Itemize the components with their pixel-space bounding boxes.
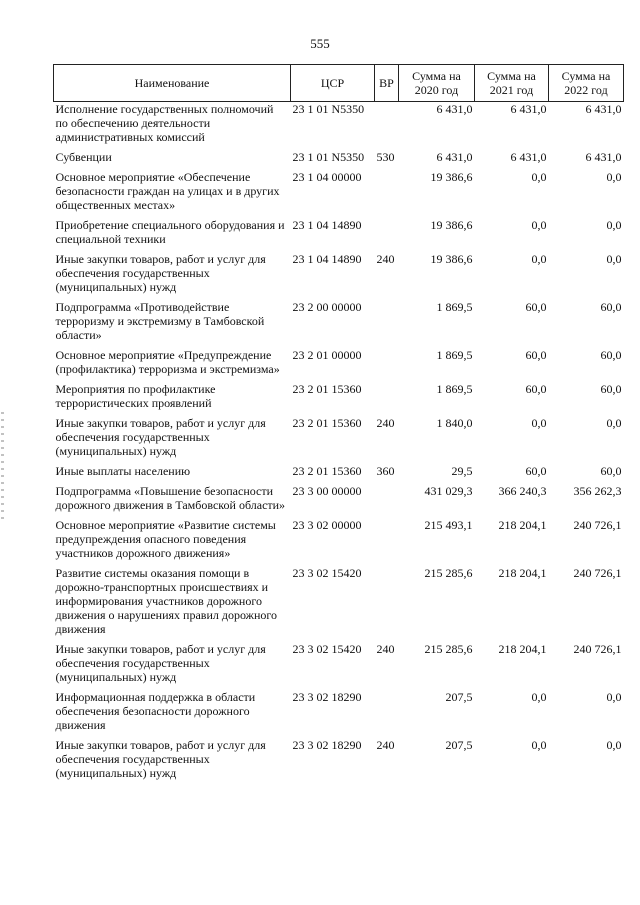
- cell-name: Иные закупки товаров, работ и услуг для обеспечения государственных (муниципальных) нужд: [55, 416, 266, 458]
- cell-sum-2020: 215 493,1: [424, 518, 473, 532]
- cell-sum-2021: 60,0: [525, 464, 547, 478]
- header-sum-2022: Сумма на 2022 год: [549, 65, 624, 102]
- cell-vr: 240: [376, 416, 395, 430]
- cell-csr: 23 3 02 18290: [292, 738, 362, 752]
- header-sum-2021: Сумма на 2021 год: [475, 65, 549, 102]
- cell-sum-2021: 0,0: [531, 252, 547, 266]
- cell-name: Развитие системы оказания помощи в дорожно-транспортных происшествиях и информирования участников дорожного движения о нарушениях правил дорожного движения: [55, 566, 278, 636]
- cell-sum-2022: 60,0: [600, 464, 622, 478]
- cell-sum-2022: 6 431,0: [585, 150, 622, 164]
- cell-sum-2021: 218 204,1: [498, 566, 547, 580]
- cell-csr: 23 3 02 15420: [292, 642, 362, 656]
- cell-name: Иные закупки товаров, работ и услуг для обеспечения государственных (муниципальных) нужд: [55, 642, 266, 684]
- table-row: [54, 690, 624, 738]
- cell-sum-2022: 60,0: [600, 300, 622, 314]
- cell-sum-2021: 6 431,0: [510, 102, 547, 116]
- cell-sum-2021: 60,0: [525, 382, 547, 396]
- cell-csr: 23 1 01 N5350: [292, 150, 365, 164]
- cell-csr: 23 3 02 18290: [292, 690, 362, 704]
- cell-vr: [375, 566, 399, 642]
- cell-sum-2020: 215 285,6: [424, 642, 473, 656]
- cell-name: Основное мероприятие «Развитие системы предупреждения опасного поведения участников дорожного движения»: [55, 518, 276, 560]
- cell-sum-2021: 366 240,3: [498, 484, 547, 498]
- cell-sum-2020: 19 386,6: [430, 218, 473, 232]
- cell-name: Информационная поддержка в области обеспечения безопасности дорожного движения: [55, 690, 256, 732]
- table-row: [54, 566, 624, 642]
- cell-sum-2021: 218 204,1: [498, 518, 547, 532]
- cell-sum-2020: 431 029,3: [424, 484, 473, 498]
- cell-sum-2022: 6 431,0: [585, 102, 622, 116]
- cell-sum-2021: 60,0: [525, 348, 547, 362]
- cell-vr: [375, 102, 399, 151]
- table-header-row: [54, 65, 624, 102]
- cell-csr: 23 3 00 00000: [292, 484, 362, 498]
- cell-sum-2022: 60,0: [600, 348, 622, 362]
- cell-csr: 23 2 01 15360: [292, 464, 362, 478]
- margin-scan-mark: [1, 412, 4, 522]
- cell-vr: [375, 484, 399, 518]
- header-vr: ВР: [375, 65, 399, 102]
- cell-csr: 23 1 04 14890: [292, 218, 362, 232]
- cell-vr: 360: [376, 464, 395, 478]
- cell-sum-2020: 19 386,6: [430, 170, 473, 184]
- cell-sum-2022: 0,0: [606, 170, 622, 184]
- cell-sum-2020: 6 431,0: [436, 102, 473, 116]
- cell-csr: 23 1 04 00000: [292, 170, 362, 184]
- table-row: [54, 738, 624, 786]
- cell-sum-2021: 0,0: [531, 218, 547, 232]
- cell-sum-2022: 356 262,3: [573, 484, 622, 498]
- cell-vr: 240: [376, 642, 395, 656]
- cell-name: Иные закупки товаров, работ и услуг для обеспечения государственных (муниципальных) нужд: [55, 738, 266, 780]
- header-sum-2020: Сумма на 2020 год: [399, 65, 475, 102]
- header-csr: ЦСР: [291, 65, 375, 102]
- cell-vr: [375, 518, 399, 566]
- cell-name: Мероприятия по профилактике террористических проявлений: [55, 382, 216, 410]
- cell-sum-2020: 1 869,5: [436, 348, 473, 362]
- cell-sum-2020: 6 431,0: [436, 150, 473, 164]
- cell-csr: 23 3 02 00000: [292, 518, 362, 532]
- cell-sum-2020: 1 869,5: [436, 300, 473, 314]
- cell-sum-2022: 0,0: [606, 690, 622, 704]
- budget-table: [53, 64, 624, 786]
- cell-vr: 240: [376, 738, 395, 752]
- table-row: [54, 252, 624, 300]
- cell-sum-2020: 29,5: [451, 464, 473, 478]
- table-row: [54, 416, 624, 464]
- cell-sum-2020: 1 869,5: [436, 382, 473, 396]
- table-row: [54, 300, 624, 348]
- cell-sum-2021: 0,0: [531, 170, 547, 184]
- cell-name: Приобретение специального оборудования и специальной техники: [55, 218, 285, 246]
- cell-vr: 240: [376, 252, 395, 266]
- cell-sum-2021: 0,0: [531, 690, 547, 704]
- table-row: [54, 518, 624, 566]
- cell-csr: 23 2 01 00000: [292, 348, 362, 362]
- cell-sum-2020: 19 386,6: [430, 252, 473, 266]
- table-row: [54, 102, 624, 151]
- cell-sum-2022: 0,0: [606, 218, 622, 232]
- cell-sum-2020: 207,5: [445, 690, 473, 704]
- cell-vr: [375, 170, 399, 218]
- cell-sum-2020: 207,5: [445, 738, 473, 752]
- cell-name: Исполнение государственных полномочий по обеспечению деятельности административных комиссий: [55, 102, 274, 144]
- cell-csr: 23 1 04 14890: [292, 252, 362, 266]
- cell-sum-2021: 0,0: [531, 416, 547, 430]
- table-row: [54, 382, 624, 416]
- cell-vr: [375, 690, 399, 738]
- cell-sum-2022: 240 726,1: [573, 518, 622, 532]
- cell-name: Субвенции: [55, 150, 112, 164]
- cell-vr: [375, 300, 399, 348]
- table-row: [54, 348, 624, 382]
- table-row: [54, 484, 624, 518]
- cell-sum-2022: 240 726,1: [573, 642, 622, 656]
- cell-sum-2022: 60,0: [600, 382, 622, 396]
- cell-name: Основное мероприятие «Обеспечение безопасности граждан на улицах и в других общественных местах»: [55, 170, 280, 212]
- cell-csr: 23 2 01 15360: [292, 382, 362, 396]
- cell-sum-2020: 215 285,6: [424, 566, 473, 580]
- table-row: [54, 170, 624, 218]
- cell-sum-2020: 1 840,0: [436, 416, 473, 430]
- cell-sum-2021: 60,0: [525, 300, 547, 314]
- page-number: 555: [310, 36, 330, 51]
- cell-sum-2022: 0,0: [606, 738, 622, 752]
- cell-name: Иные выплаты населению: [55, 464, 191, 478]
- table-row: [54, 642, 624, 690]
- cell-vr: [375, 348, 399, 382]
- cell-csr: 23 1 01 N5350: [292, 102, 365, 116]
- cell-name: Иные закупки товаров, работ и услуг для обеспечения государственных (муниципальных) нужд: [55, 252, 266, 294]
- table-row: [54, 464, 624, 484]
- cell-sum-2021: 0,0: [531, 738, 547, 752]
- cell-name: Подпрограмма «Противодействие терроризму и экстремизму в Тамбовской области»: [55, 300, 265, 342]
- table-row: [54, 218, 624, 252]
- cell-name: Основное мероприятие «Предупреждение (профилактика) терроризма и экстремизма»: [55, 348, 280, 376]
- cell-sum-2021: 6 431,0: [510, 150, 547, 164]
- cell-csr: 23 2 00 00000: [292, 300, 362, 314]
- cell-vr: [375, 218, 399, 252]
- cell-sum-2022: 240 726,1: [573, 566, 622, 580]
- cell-sum-2022: 0,0: [606, 252, 622, 266]
- cell-csr: 23 2 01 15360: [292, 416, 362, 430]
- table-row: [54, 150, 624, 170]
- cell-vr: 530: [376, 150, 395, 164]
- cell-vr: [375, 382, 399, 416]
- cell-csr: 23 3 02 15420: [292, 566, 362, 580]
- cell-sum-2021: 218 204,1: [498, 642, 547, 656]
- cell-sum-2022: 0,0: [606, 416, 622, 430]
- cell-name: Подпрограмма «Повышение безопасности дорожного движения в Тамбовской области»: [55, 484, 286, 512]
- header-name: Наименование: [54, 65, 291, 102]
